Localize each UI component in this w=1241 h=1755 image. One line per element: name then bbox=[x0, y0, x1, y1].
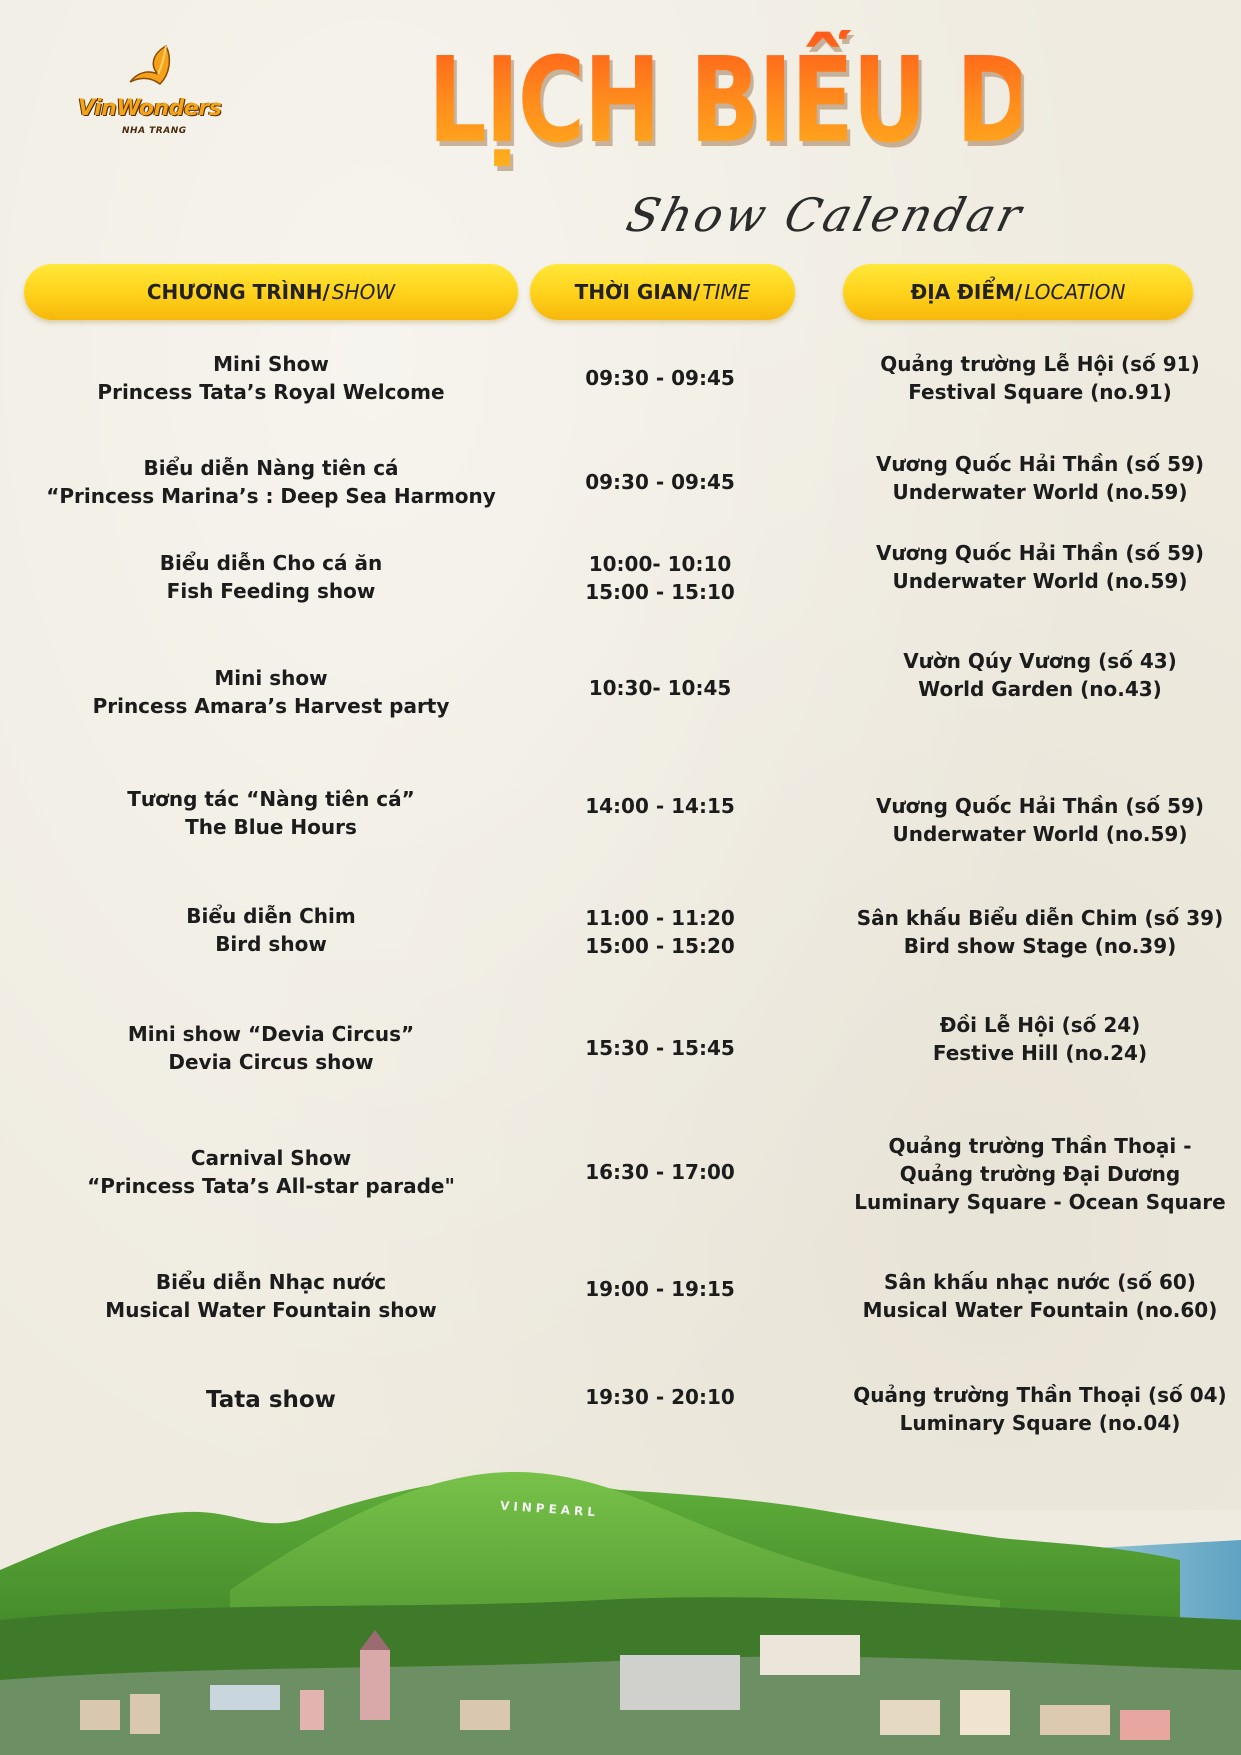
row-2-time bbox=[560, 468, 760, 496]
location-line: World Garden (no.43) bbox=[918, 677, 1162, 701]
show-line: Biểu diễn Chim bbox=[186, 904, 356, 928]
location-line: Quảng trường Thần Thoại (số 04) bbox=[853, 1383, 1227, 1407]
header-show-vi: CHƯƠNG TRÌNH/ bbox=[146, 280, 330, 304]
row-8-time bbox=[560, 1158, 760, 1186]
page-title: LỊCH BIỂU DIỄN bbox=[428, 30, 1021, 200]
location-line: Bird show Stage (no.39) bbox=[903, 934, 1177, 958]
time-line: 19:30 - 20:10 bbox=[585, 1385, 735, 1409]
location-line: Underwater World (no.59) bbox=[892, 822, 1188, 846]
show-line: Mini show “Devia Circus” bbox=[127, 1022, 415, 1046]
row-7-location bbox=[820, 1011, 1241, 1067]
show-line: Mini Show bbox=[213, 352, 329, 376]
show-line: Tata show bbox=[206, 1387, 336, 1413]
time-line: 15:30 - 15:45 bbox=[585, 1036, 735, 1060]
landscape-photo bbox=[0, 1450, 1241, 1755]
show-line: Biểu diễn Nhạc nước bbox=[155, 1270, 387, 1294]
row-4-show bbox=[20, 664, 522, 720]
location-line: Underwater World (no.59) bbox=[892, 480, 1188, 504]
location-line: Vương Quốc Hải Thần (số 59) bbox=[875, 794, 1205, 818]
row-1-location bbox=[820, 350, 1241, 406]
show-line: Devia Circus show bbox=[168, 1050, 374, 1074]
show-line: Musical Water Fountain show bbox=[105, 1298, 437, 1322]
location-line: Quảng trường Thần Thoại - bbox=[888, 1134, 1192, 1158]
row-2-show bbox=[20, 454, 522, 510]
time-line: 10:00- 10:10 bbox=[588, 552, 732, 576]
show-line: “Princess Marina’s : Deep Sea Harmony bbox=[46, 484, 496, 508]
location-line: Vườn Qúy Vương (số 43) bbox=[903, 649, 1177, 673]
show-line: Mini show bbox=[214, 666, 328, 690]
row-5-show bbox=[20, 785, 522, 841]
bird-icon bbox=[122, 44, 182, 98]
time-line: 14:00 - 14:15 bbox=[585, 794, 735, 818]
row-10-show bbox=[20, 1386, 522, 1414]
header-show bbox=[24, 264, 518, 320]
row-3-time bbox=[560, 550, 760, 606]
time-line: 10:30- 10:45 bbox=[588, 676, 732, 700]
row-6-show bbox=[20, 902, 522, 958]
location-line: Sân khấu nhạc nước (số 60) bbox=[884, 1270, 1196, 1294]
time-line: 09:30 - 09:45 bbox=[585, 470, 735, 494]
row-8-show bbox=[20, 1144, 522, 1200]
row-10-location bbox=[820, 1381, 1241, 1437]
show-line: Biểu diễn Nàng tiên cá bbox=[143, 456, 399, 480]
time-line: 15:00 - 15:20 bbox=[585, 934, 735, 958]
location-line: Quảng trường Đại Dương bbox=[899, 1162, 1181, 1186]
time-line: 11:00 - 11:20 bbox=[585, 906, 735, 930]
show-line: “Princess Tata’s All-star parade" bbox=[87, 1174, 455, 1198]
row-10-time bbox=[560, 1383, 760, 1411]
location-line: Luminary Square (no.04) bbox=[899, 1411, 1181, 1435]
location-line: Quảng trường Lễ Hội (số 91) bbox=[880, 352, 1200, 376]
row-6-location bbox=[820, 904, 1241, 960]
show-line: Fish Feeding show bbox=[166, 579, 376, 603]
row-1-time bbox=[560, 364, 760, 392]
show-line: Princess Tata’s Royal Welcome bbox=[97, 380, 445, 404]
time-line: 16:30 - 17:00 bbox=[585, 1160, 735, 1184]
location-line: Vương Quốc Hải Thần (số 59) bbox=[875, 541, 1205, 565]
time-line: 09:30 - 09:45 bbox=[585, 366, 735, 390]
show-line: Princess Amara’s Harvest party bbox=[92, 694, 450, 718]
header-time-en: TIME bbox=[702, 280, 751, 304]
row-6-time bbox=[560, 904, 760, 960]
row-7-show bbox=[20, 1020, 522, 1076]
show-line: Carnival Show bbox=[190, 1146, 352, 1170]
show-line: Bird show bbox=[215, 932, 327, 956]
row-7-time bbox=[560, 1034, 760, 1062]
vinpearl-sign: VINPEARL bbox=[499, 1498, 600, 1520]
island-scene-illustration bbox=[0, 1450, 1241, 1755]
row-3-location bbox=[820, 539, 1241, 595]
row-5-location bbox=[820, 792, 1241, 848]
header-show-en: SHOW bbox=[331, 280, 396, 304]
location-line: Vương Quốc Hải Thần (số 59) bbox=[875, 452, 1205, 476]
header-time-vi: THỜI GIAN/ bbox=[574, 280, 701, 304]
header-location bbox=[843, 264, 1193, 320]
page-subtitle: Show Calendar bbox=[621, 188, 1030, 242]
time-line: 15:00 - 15:10 bbox=[585, 580, 735, 604]
row-9-show bbox=[20, 1268, 522, 1324]
row-4-time bbox=[560, 674, 760, 702]
brand-sub: NHA TRANG bbox=[122, 126, 187, 136]
location-line: Underwater World (no.59) bbox=[892, 569, 1188, 593]
row-9-location bbox=[820, 1268, 1241, 1324]
location-line: Luminary Square - Ocean Square bbox=[854, 1190, 1226, 1214]
location-line: Đồi Lễ Hội (số 24) bbox=[939, 1013, 1141, 1037]
time-line: 19:00 - 19:15 bbox=[585, 1277, 735, 1301]
show-line: Biểu diễn Cho cá ăn bbox=[159, 551, 383, 575]
show-line: Tương tác “Nàng tiên cá” bbox=[127, 787, 415, 811]
row-9-time bbox=[560, 1275, 760, 1303]
vinwonders-logo bbox=[72, 44, 242, 144]
show-line: The Blue Hours bbox=[185, 815, 357, 839]
header-location-vi: ĐỊA ĐIỂM/ bbox=[910, 280, 1023, 304]
brand-name: VinWonders bbox=[78, 96, 222, 121]
row-4-location bbox=[820, 647, 1241, 703]
location-line: Musical Water Fountain (no.60) bbox=[862, 1298, 1218, 1322]
row-1-show bbox=[20, 350, 522, 406]
location-line: Festival Square (no.91) bbox=[908, 380, 1172, 404]
row-5-time bbox=[560, 792, 760, 820]
row-2-location bbox=[820, 450, 1241, 506]
header-time bbox=[530, 264, 795, 320]
row-3-show bbox=[20, 549, 522, 605]
row-8-location bbox=[820, 1132, 1241, 1216]
header-location-en: LOCATION bbox=[1024, 280, 1126, 304]
location-line: Festive Hill (no.24) bbox=[932, 1041, 1148, 1065]
location-line: Sân khấu Biểu diễn Chim (số 39) bbox=[856, 906, 1224, 930]
